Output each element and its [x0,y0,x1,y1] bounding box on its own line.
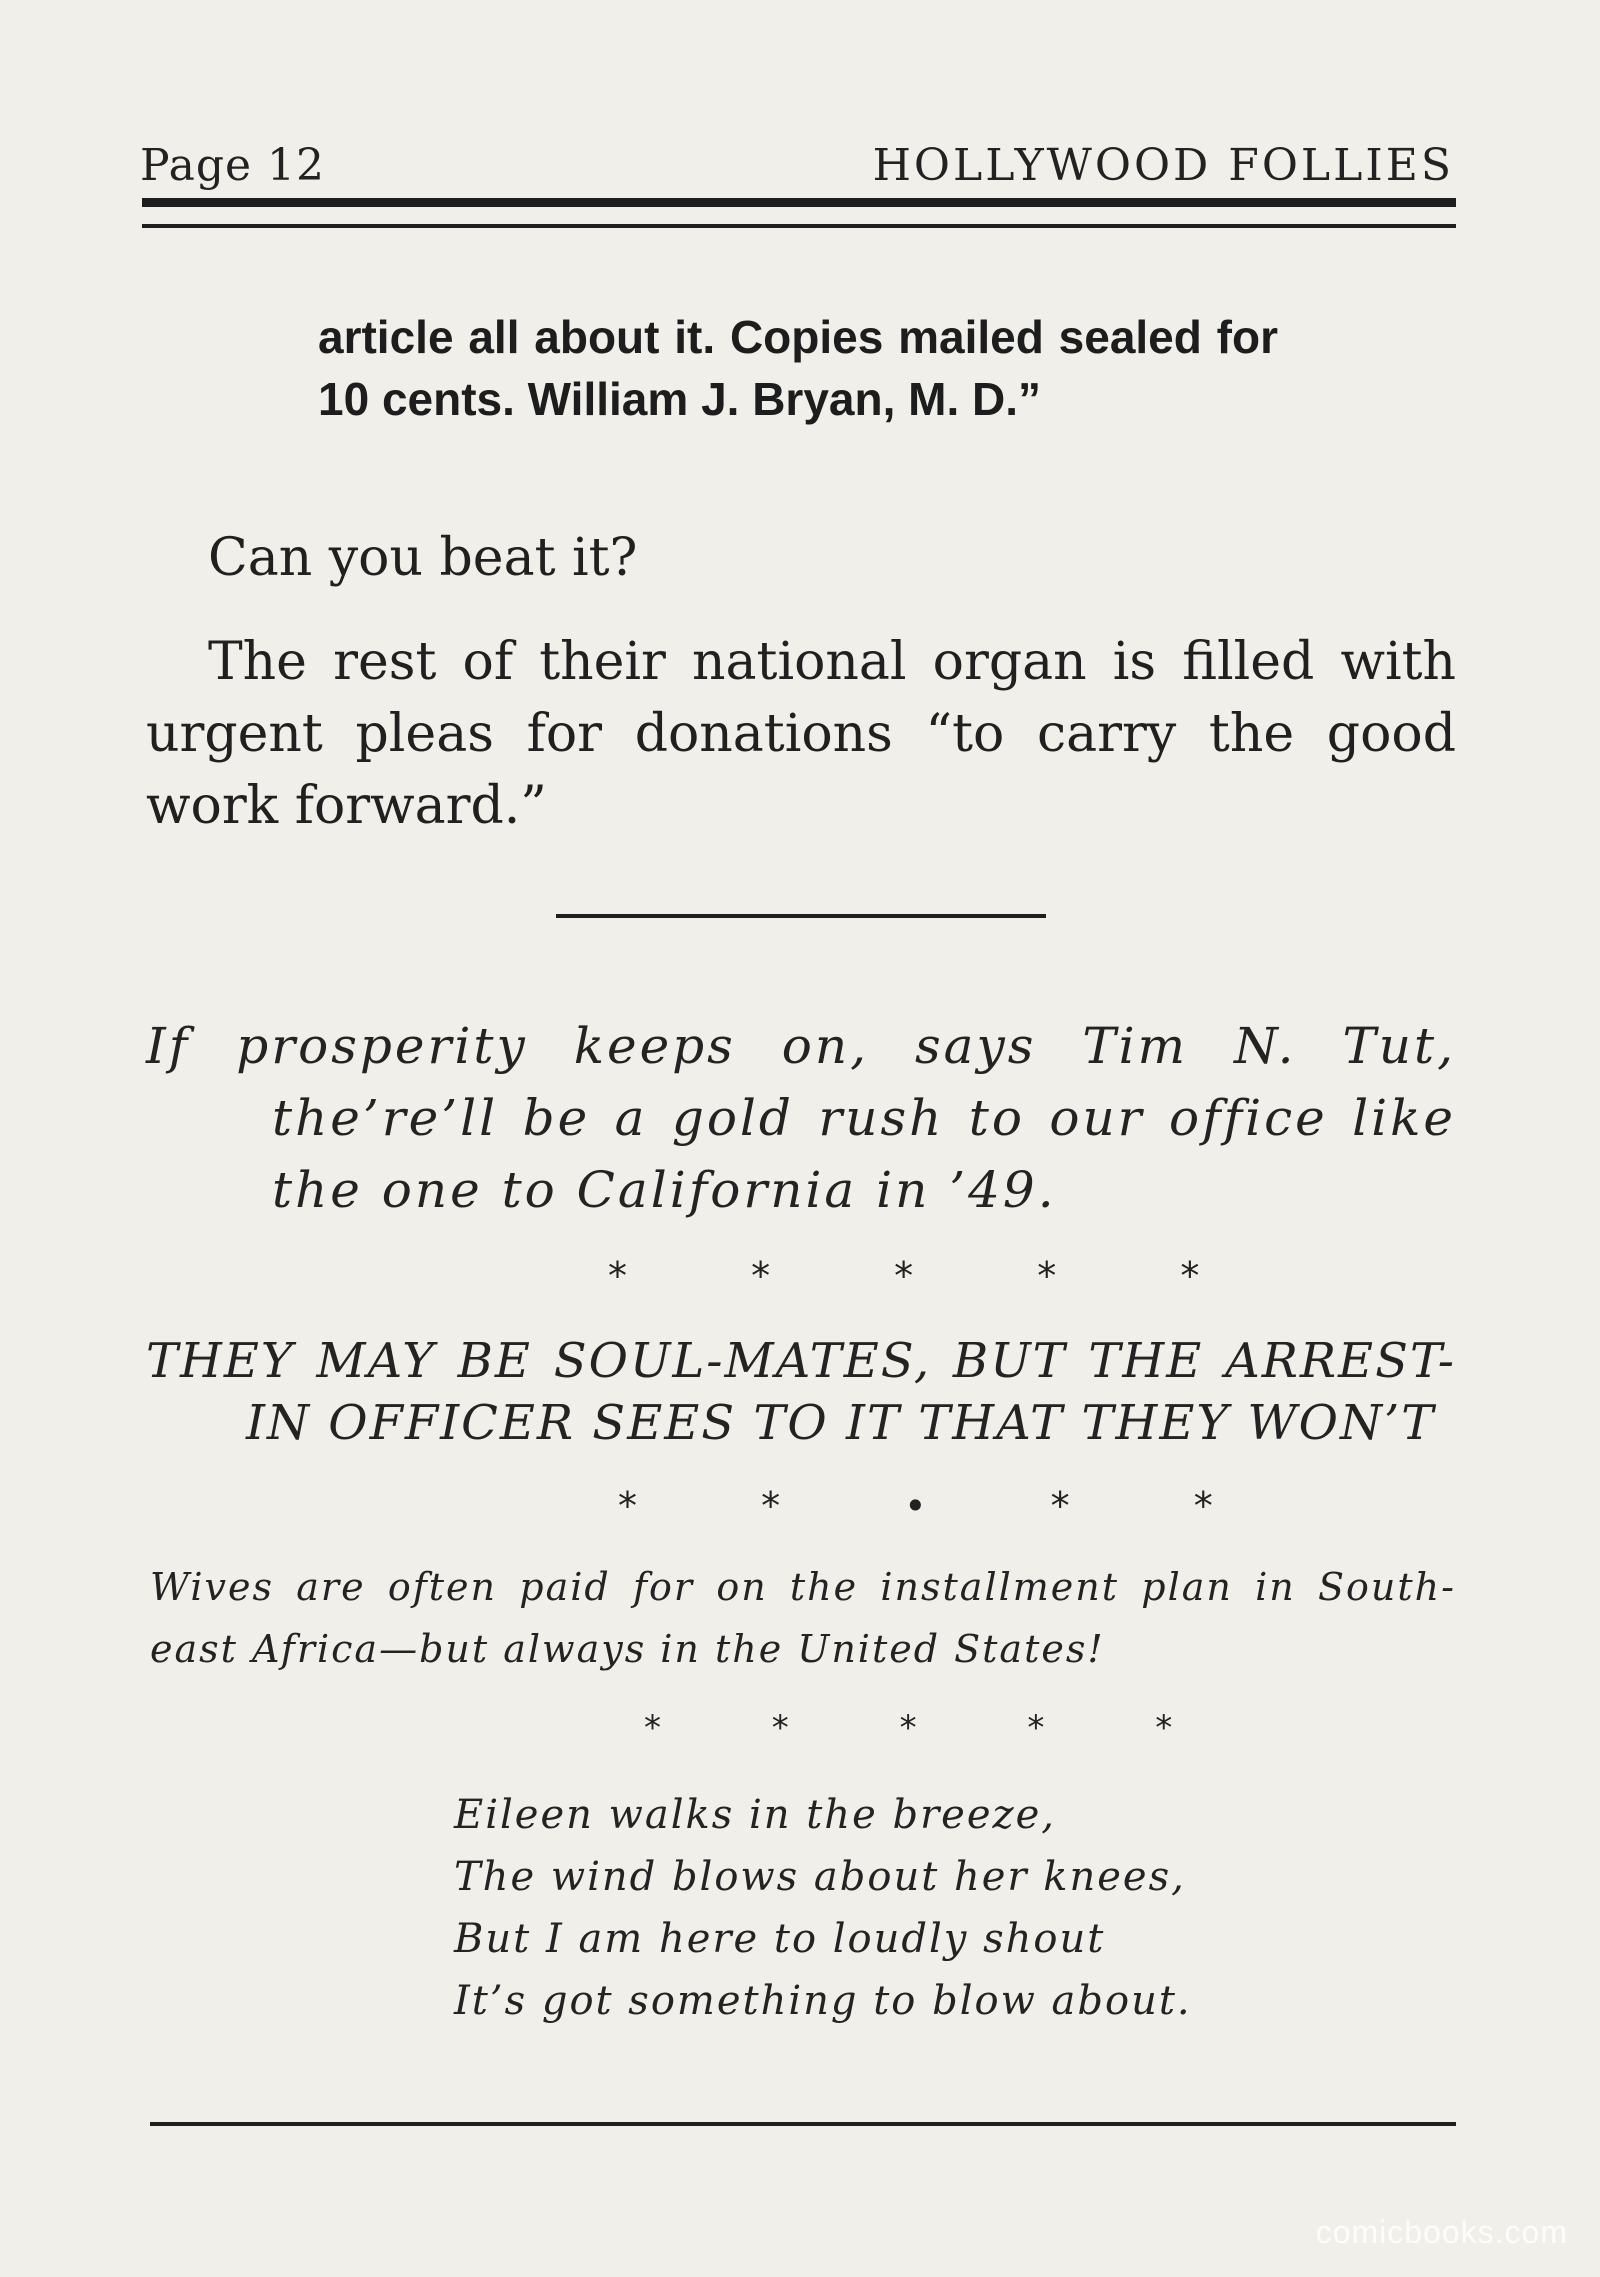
poem-line: It’s got something to blow about. [454,1978,1192,2024]
poem-line: But I am here to loudly shout [454,1916,1106,1962]
star-separator: * * • * * [618,1484,1269,1528]
poem-line: Eileen walks in the breeze, [454,1792,1056,1838]
star-separator: * * * * * [608,1254,1256,1298]
poem-line: The wind blows about her knees, [454,1854,1186,1900]
page-number: Page 12 [140,140,326,191]
quoted-article-text: article all about it. Copies mailed sealed for 10 cents. William J. Bryan, M. D.” [318,311,1278,425]
watermark: comicbooks.com [1315,2214,1568,2250]
header-rule-thick [142,198,1456,207]
section-divider [556,914,1046,918]
star-separator: * * * * * [644,1708,1223,1748]
footer-rule [150,2122,1456,2126]
poem [454,1784,1192,2032]
header-rule-thin [142,224,1456,228]
soul-mates-joke: THEY MAY BE SOUL-MATES, BUT THE ARREST-IN OFFICER SEES TO IT THAT THEY WON’T [146,1333,1456,1451]
closing-paragraph: The rest of their national organ is filled with urgent pleas for donations “to carry the good work forward.” [146,632,1456,836]
wives-joke: Wives are often paid for on the installment plan in South-east Africa—but always in the United States! [150,1565,1456,1671]
publication-title: HOLLYWOOD FOLLIES [872,140,1454,191]
prosperity-joke: If prosperity keeps on, says Tim N. Tut, the’re’ll be a gold rush to our office like the one to California in ’49. [146,1017,1456,1219]
question-line: Can you beat it? [208,528,638,588]
